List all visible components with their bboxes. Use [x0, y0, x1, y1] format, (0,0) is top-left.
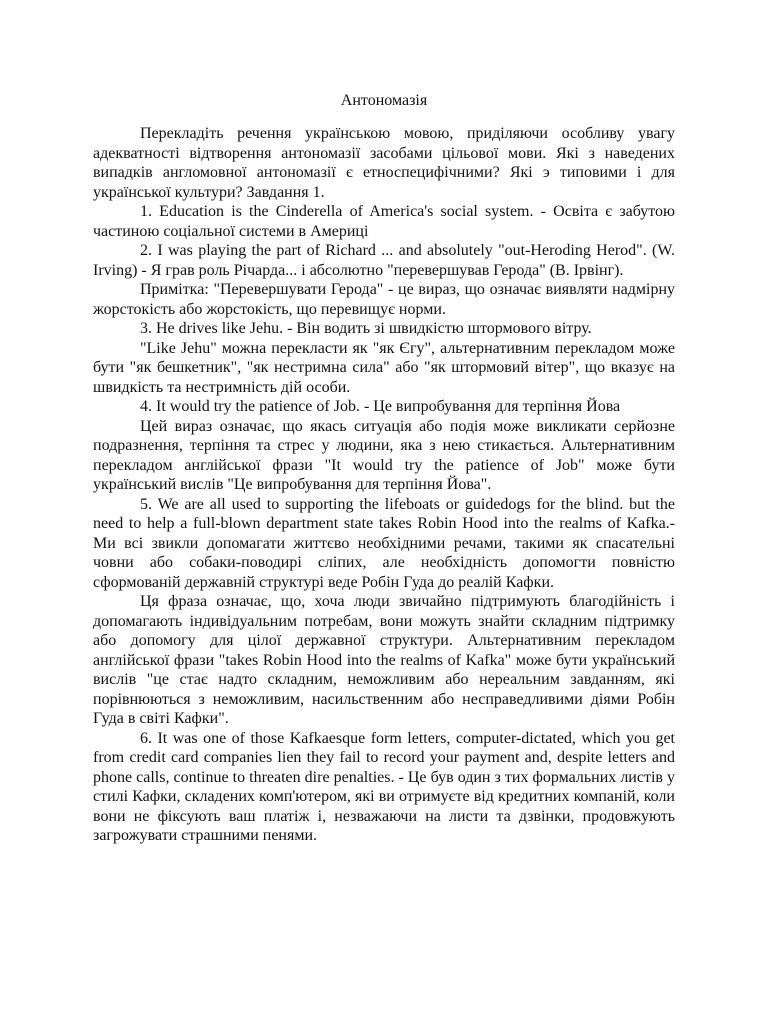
paragraph-example-1: 1. Education is the Cinderella of America's social system. - Освіта є забутою частиною соціальної системи в Америці: [93, 203, 675, 240]
paragraph-task-instructions: Перекладіть речення українською мовою, приділяючи особливу увагу адекватності відтворення антономазії засобами цільової мови. Які з наведених випадків англомовної антономазії є етноспецифічними? Які э типовими і для української культури? Завдання 1.: [93, 125, 675, 201]
paragraph-example-3: 3. He drives like Jehu. - Він водить зі швидкістю штормового вітру.: [140, 320, 592, 337]
paragraph-note-herod: Примітка: "Перевершувати Герода" - це вираз, що означає виявляти надмірну жорстокість або жорстокість, що перевищує норми.: [93, 281, 675, 318]
document-body: [93, 124, 675, 846]
paragraph-example-6: 6. It was one of those Kafkaesque form letters, computer-dictated, which you get from credit card companies lien they fail to record your payment and, despite letters and phone calls, continue to threaten dire penalties. - Це був один з тих формальних листів у стилі Кафки, складених комп'ютером, які ви отримуєте від кредитних компаній, коли вони не фіксують ваш платіж і, незважаючи на листи та дзвінки, продовжують загрожувати страшними пенями.: [93, 729, 675, 844]
paragraph-example-4: 4. It would try the patience of Job. - Це випробування для терпіння Йова: [140, 398, 621, 415]
paragraph-example-5: 5. We are all used to supporting the lifeboats or guidedogs for the blind. but the need to help a full-blown department state takes Robin Hood into the realms of Kafka.- Ми всі звикли допомагати життєво необхідними речами, такими як спасательні човни або собаки-поводирі сліпих, але необхідність допомогти повністю сформованій державній структурі веде Робін Гуда до реалій Кафки.: [93, 495, 675, 591]
paragraph-comment-jehu: "Like Jehu" можна перекласти як "як Єгу", альтернативним перекладом може бути "як бешкетник", "як нестримна сила" або "як штормовий вітер", що вказує на швидкість та нестримність дій особи.: [93, 339, 675, 396]
document-title: Антономазія: [340, 92, 428, 109]
paragraph-example-2: 2. I was playing the part of Richard ... and absolutely "out-Heroding Herod". (W. Irving) - Я грав роль Річарда... і абсолютно "перевершував Герода" (В. Ірвінг).: [93, 242, 675, 279]
paragraph-comment-robin-hood: Ця фраза означає, що, хоча люди звичайно підтримують благодійність і допомагають індивідуальним потребам, вони можуть знайти складним підтримку або допомогу для цілої державної структури. Альтернативним перекладом англійської фрази "takes Robin Hood into the realms of Kafka" може бути український вислів "це стає надто складним, неможливим або нереальним завданням, які порівнюються з неможливим, насильственним або несправедливими діями Робін Гуда в світі Кафки".: [93, 593, 675, 727]
paragraph-comment-job: Цей вираз означає, що якась ситуація або подія може викликати серйозне подразнення, терпіння та стрес у людини, яка з нею стикається. Альтернативним перекладом англійської фрази "It would try the patience of Job" може бути український вислів "Це випробування для терпіння Йова".: [93, 417, 675, 493]
